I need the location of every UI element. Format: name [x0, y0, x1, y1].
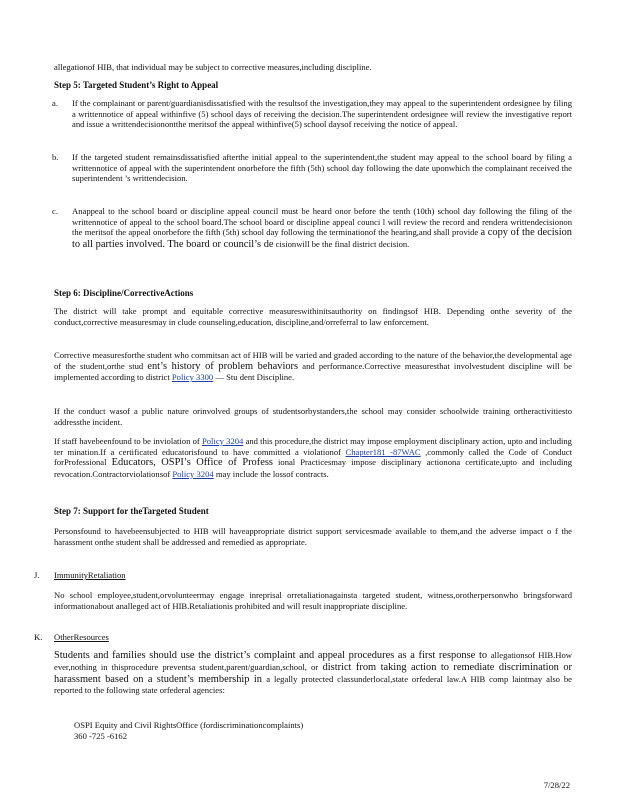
section-j-paragraph: No school employee,student,orvolunteermay engage inreprisal orretaliationagainsta targeted student, witness,orotherpersonwho bringsforward informationabout analleged act of HIB.Retaliationis prohibited and will result inappropriate discipline.	[54, 590, 572, 611]
list-marker: c.	[52, 206, 58, 216]
list-text: If the targeted student remainsdissatisfied afterthe initial appeal to the superintendent,the student may appeal to the school board by filing a writtennotice of appeal with the superintendent onorbefore the fifth (5th) school day following the date uponwhich the complainant received the superintendent ’s writtendecision.	[72, 152, 572, 184]
step6-p2-text-b: ent’s history of problem behaviors	[147, 360, 299, 372]
chapter-181-87-wac-link[interactable]: Chapter181 -87WAC	[345, 446, 421, 457]
resource-phone: 360 -725 -6162	[74, 730, 127, 741]
list-text: If the complainant or parent/guardianisdissatisfied with the resultsof the investigation,they may appeal to the superintendent ordesignee by filing a writtennotice of appeal withinfive (5) school days of receiving the decision.The superintendent ordesignee will review the investigative report and issue a writtendecisionontthe meritsof the appeal withinfive(5) school daysof receiving the notice of appeal.	[72, 98, 572, 130]
step5-item-c	[54, 206, 572, 250]
resource-name: OSPI Equity and Civil RightsOffice (fordiscriminationcomplaints)	[74, 720, 304, 730]
step6-p4-text-c: ,commonly called the Code of Conduct forProfessional	[54, 446, 572, 468]
section-k-text-a: Students and families should use the district’s complaint and appeal procedures as a first response to	[54, 650, 488, 661]
step6-p2-text-c: and performance.Corrective measuresthat involvestudent discipline will be implemented according to district	[54, 360, 572, 383]
step5-heading: Step 5: Targeted Student’s Right to Appeal	[54, 80, 219, 90]
resource-list-item	[54, 720, 303, 741]
item-c-text-c: cisionwill be the final district decision.	[275, 238, 410, 249]
step6-paragraph-1: The district will take prompt and equitable corrective measureswithinitsauthority on findingsof HIB. Depending onthe severity of the conduct,corrective measuresmay in clude counseling,education, discipline,and/orreferral to law enforcement.	[54, 306, 572, 327]
section-k-text-d: a legally protected classunderlocal,state orfederal law.A HIB comp laintmay also be reported to the following state orfederal agencies:	[54, 673, 572, 696]
step7-heading: Step 7: Support for theTargeted Student	[54, 506, 209, 516]
section-j-heading	[34, 570, 126, 580]
section-k-heading	[34, 632, 109, 642]
step6-paragraph-4	[54, 436, 572, 479]
section-title: ImmunityRetaliation	[54, 570, 126, 580]
step6-heading: Step 6: Discipline/CorrectiveActions	[54, 288, 194, 298]
step6-p4-text-d: Educators, OSPI’s Office of Profess	[111, 457, 273, 469]
item-c-text-a: Anappeal to the school board or discipline appeal council must be heard onor before the tenth (10th) school day following the filing of the writtennotice of appeal to the school board.The school board or discipline appeal counci l will review the record and rendera writtendecisionon the meritsof the appeal onorbefore the fifth (5th) school day following the terminationof the hearing,and shall provide	[72, 206, 572, 238]
section-title: OtherResources	[54, 632, 109, 642]
policy-3204-link-2[interactable]: Policy 3204	[172, 468, 214, 479]
step5-item-a	[54, 98, 572, 130]
step6-p4-text-b: and this procedure,the district may impose employment disciplinary action, upto and including ter mination.If a certificated educatorisfound to have committed a violationof	[54, 436, 572, 457]
policy-3204-link[interactable]: Policy 3204	[201, 436, 244, 446]
step6-p2-text-a: Corrective measuresforthe student who commitsan act of HIB will be varied and graded according to the nature of the behavior,the developmental age of the student,orthe stud	[54, 350, 572, 371]
section-marker: J.	[34, 570, 40, 580]
step6-p2-text-d: — Stu dent Discipline.	[215, 372, 295, 383]
section-k-text-c: district from taking action to remediate discrimination or harassment based on a student’s membership in	[54, 661, 572, 685]
step6-p4-text-e: ional Practicesmay impose disciplinary actionona certificate,upto and including revocation.Contractorviolationsof	[54, 457, 573, 479]
section-k-paragraph	[54, 650, 572, 697]
step6-p4-text-a: If staff havebeenfound to be inviolation of	[54, 436, 200, 446]
list-text	[72, 206, 572, 250]
step6-paragraph-2	[54, 350, 572, 383]
section-k-text-b: allegationsof HIB.How ever,nothing in thisprocedure preventsa student,parent/guardian,school, or	[54, 650, 572, 672]
step7-paragraph: Personsfound to havebeensubjected to HIB will haveappropriate district support servicesmade available to them,and the adverse impact o f the harassment onthe student shall be addressed and remedied as appropriate.	[54, 526, 572, 547]
step6-p4-text-f: may include the lossof contracts.	[215, 468, 329, 479]
step5-item-b	[54, 152, 572, 184]
policy-3300-link[interactable]: Policy 3300	[171, 372, 214, 383]
list-marker: b.	[52, 152, 59, 162]
step6-paragraph-3: If the conduct wasof a public nature orinvolved groups of studentsorbystanders,the school may consider schoolwide training ortheractivitiesto addressthe incident.	[54, 406, 572, 427]
section-marker: K.	[34, 632, 43, 642]
intro-line: allegationof HIB, that individual may be subject to corrective measures,including discipline.	[54, 62, 372, 72]
item-c-text-b: a copy of the decision to all parties involved. The board or council’s de	[72, 227, 572, 250]
list-marker: a.	[52, 98, 58, 108]
footer-date: 7/28/22	[543, 780, 570, 790]
